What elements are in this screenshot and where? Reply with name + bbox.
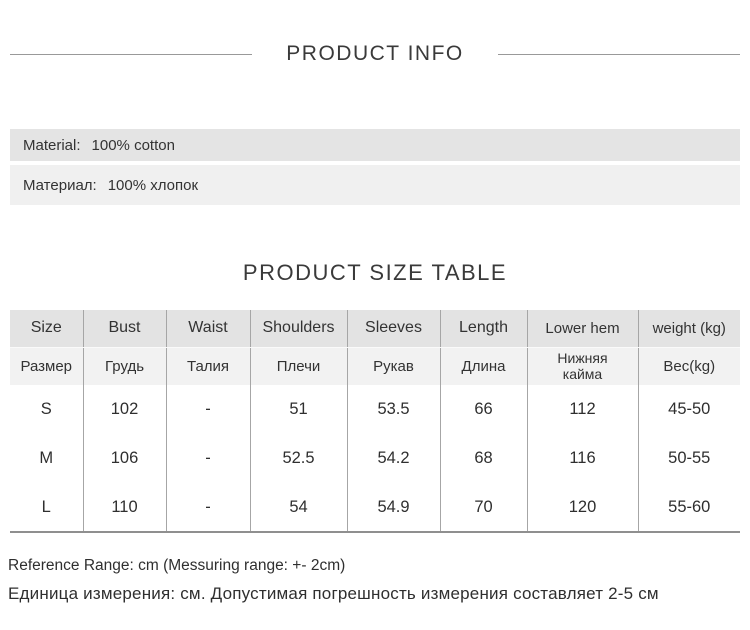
product-info-header xyxy=(0,42,750,66)
col-header-sleeves-ru: Рукав xyxy=(347,347,440,385)
cell-sleeves: 53.5 xyxy=(347,385,440,434)
cell-bust: 110 xyxy=(83,483,166,532)
cell-shoulders: 51 xyxy=(250,385,347,434)
cell-weight: 50-55 xyxy=(638,434,740,483)
col-header-weight-ru: Вес(kg) xyxy=(638,347,740,385)
cell-waist: - xyxy=(166,385,250,434)
col-header-lower-hem-ru xyxy=(527,347,638,385)
col-header-sleeves: Sleeves xyxy=(347,310,440,347)
cell-shoulders: 52.5 xyxy=(250,434,347,483)
title-line-left xyxy=(10,54,252,55)
size-row-l xyxy=(10,483,740,532)
reference-range-note-ru: Единица измерения: см. Допустимая погрешность измерения составляет 2-5 см xyxy=(8,584,659,603)
col-header-weight: weight (kg) xyxy=(638,310,740,347)
product-info-title: PRODUCT INFO xyxy=(286,42,464,65)
header-row-english xyxy=(10,310,740,347)
cell-shoulders: 54 xyxy=(250,483,347,532)
size-row-m xyxy=(10,434,740,483)
title-line-right xyxy=(498,54,740,55)
cell-size: M xyxy=(39,449,54,467)
col-header-length: Length xyxy=(440,310,527,347)
cell-waist: - xyxy=(166,434,250,483)
material-value-ru: 100% хлопок xyxy=(107,176,199,194)
col-header-size-ru: Размер xyxy=(10,347,83,385)
material-label-ru: Материал: xyxy=(23,176,97,194)
material-row-english xyxy=(10,129,740,161)
cell-length: 70 xyxy=(440,483,527,532)
cell-sleeves: 54.9 xyxy=(347,483,440,532)
col-header-bust: Bust xyxy=(83,310,166,347)
cell-sleeves: 54.2 xyxy=(347,434,440,483)
col-header-size: Size xyxy=(10,310,83,347)
header-row-russian xyxy=(10,347,740,385)
product-info-page xyxy=(0,42,750,604)
size-row-s xyxy=(10,385,740,434)
size-table-title: PRODUCT SIZE TABLE xyxy=(242,260,508,285)
col-header-lower-hem: Lower hem xyxy=(527,310,638,347)
material-value-en: 100% cotton xyxy=(91,136,175,154)
cell-bust: 102 xyxy=(83,385,166,434)
reference-range-note-en: Reference Range: cm (Messuring range: +- 2cm) xyxy=(8,557,346,574)
material-label-en: Material: xyxy=(23,136,81,154)
col-header-waist-ru: Талия xyxy=(166,347,250,385)
col-header-length-ru: Длина xyxy=(440,347,527,385)
col-header-bust-ru: Грудь xyxy=(83,347,166,385)
col-header-shoulders: Shoulders xyxy=(250,310,347,347)
col-header-shoulders-ru: Плечи xyxy=(250,347,347,385)
cell-length: 68 xyxy=(440,434,527,483)
lower-hem-ru-text: Нижняя кайма xyxy=(557,350,608,383)
cell-waist: - xyxy=(166,483,250,532)
cell-size: L xyxy=(41,497,51,516)
cell-lower-hem: 112 xyxy=(527,385,638,434)
cell-weight: 45-50 xyxy=(638,385,740,434)
material-row-russian xyxy=(10,165,740,205)
col-header-waist: Waist xyxy=(166,310,250,347)
cell-size: S xyxy=(40,400,52,418)
cell-lower-hem: 116 xyxy=(527,434,638,483)
cell-length: 66 xyxy=(440,385,527,434)
cell-lower-hem: 120 xyxy=(527,483,638,532)
size-table xyxy=(10,310,740,533)
cell-bust: 106 xyxy=(83,434,166,483)
cell-weight: 55-60 xyxy=(638,483,740,532)
